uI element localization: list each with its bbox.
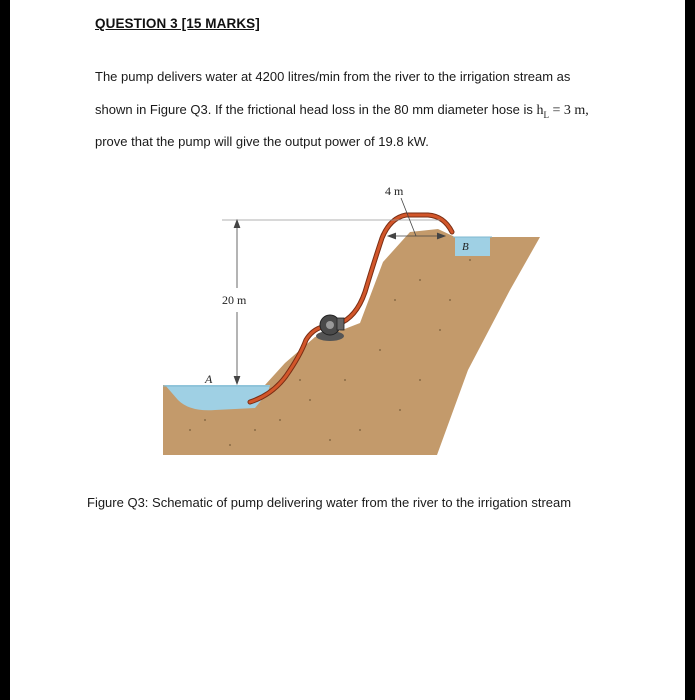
hillside-soil [163, 229, 540, 455]
problem-text-line-1: The pump delivers water at 4200 litres/min from the river to the irrigation stream as [95, 69, 571, 84]
width-label: 4 m [385, 184, 404, 198]
point-a-label: A [205, 372, 213, 386]
irrigation-stream [455, 237, 490, 256]
head-loss-symbol: $h_L = 3$ m, [536, 103, 589, 120]
problem-text-line-3: prove that the pump will give the output power of 19.8 kW. [95, 134, 429, 149]
figure-caption: Figure Q3: Schematic of pump delivering water from the river to the irrigation stream [87, 495, 572, 510]
question-heading: QUESTION 3 [15 MARKS] [95, 16, 260, 31]
height-label: 20 m [222, 293, 247, 307]
point-b-label: B [462, 241, 469, 253]
pump-icon [316, 315, 344, 341]
problem-text-line-2-text: shown in Figure Q3. If the frictional head loss in the 80 mm diameter hose is [95, 102, 537, 117]
